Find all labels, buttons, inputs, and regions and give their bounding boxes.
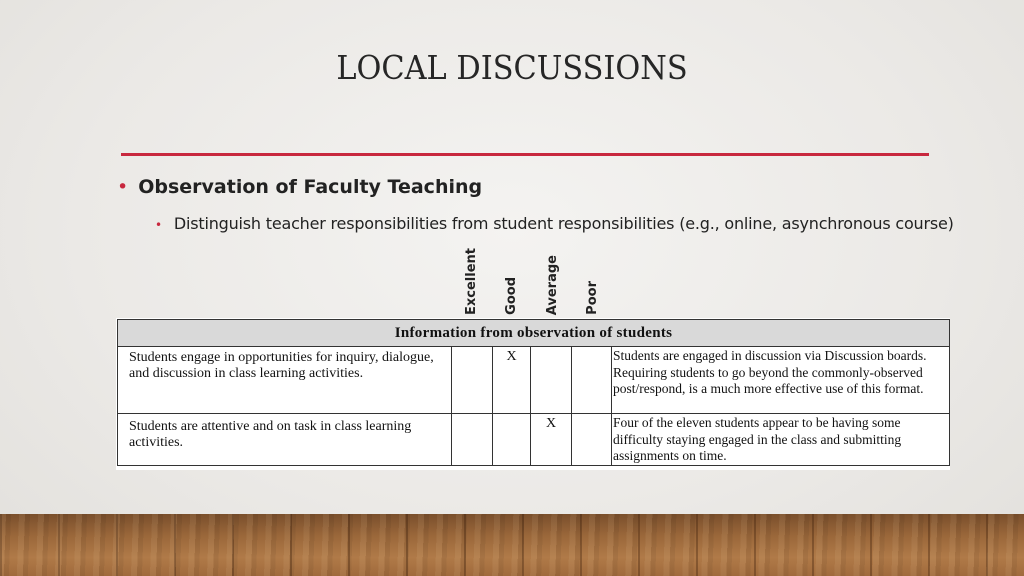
row-comment: Four of the eleven students appear to be having some difficulty staying engaged in the class and submitting assignments on time. — [612, 414, 950, 466]
table-row — [118, 414, 950, 466]
table-header-row — [118, 320, 950, 347]
rating-cell-average: X — [531, 414, 572, 466]
rating-cell-poor — [572, 414, 612, 466]
rating-cell-average — [531, 347, 572, 414]
bullet-level1-text: Observation of Faculty Teaching — [138, 176, 483, 198]
rating-header-label: Poor — [584, 281, 600, 315]
slide-title: LOCAL DISCUSSIONS — [336, 48, 688, 87]
row-description: Students are attentive and on task in class learning activities. — [118, 414, 452, 466]
rating-header-label: Excellent — [463, 248, 479, 315]
rating-header-good — [491, 240, 531, 315]
rating-cell-excellent — [452, 347, 493, 414]
bullet-level2-text: Distinguish teacher responsibilities from student responsibilities (e.g., online, asynchronous course) — [173, 214, 954, 233]
title-divider — [121, 153, 929, 156]
rating-headers — [451, 240, 616, 315]
row-description: Students engage in opportunities for inquiry, dialogue, and discussion in class learning activities. — [118, 347, 452, 414]
rating-cell-poor — [572, 347, 612, 414]
rating-header-excellent — [451, 240, 491, 315]
table-row — [118, 347, 950, 414]
bullet-marker: • — [155, 218, 162, 232]
wood-floor-decoration — [0, 514, 1024, 576]
rating-header-poor — [572, 240, 612, 315]
rating-header-label: Average — [544, 254, 560, 315]
bullet-level2 — [155, 214, 954, 233]
rating-cell-excellent — [452, 414, 493, 466]
rating-cell-good: X — [493, 347, 531, 414]
table-header: Information from observation of students — [118, 320, 950, 347]
observation-table-container — [116, 318, 950, 470]
bullet-marker: • — [117, 176, 129, 198]
bullet-level1 — [117, 176, 482, 198]
rating-cell-good — [493, 414, 531, 466]
row-comment: Students are engaged in discussion via Discussion boards. Requiring students to go beyond the commonly-observed post/respond, is a much more effective use of this format. — [612, 347, 950, 414]
rating-header-average — [532, 240, 572, 315]
rating-header-label: Good — [503, 277, 519, 315]
observation-table — [117, 319, 950, 466]
